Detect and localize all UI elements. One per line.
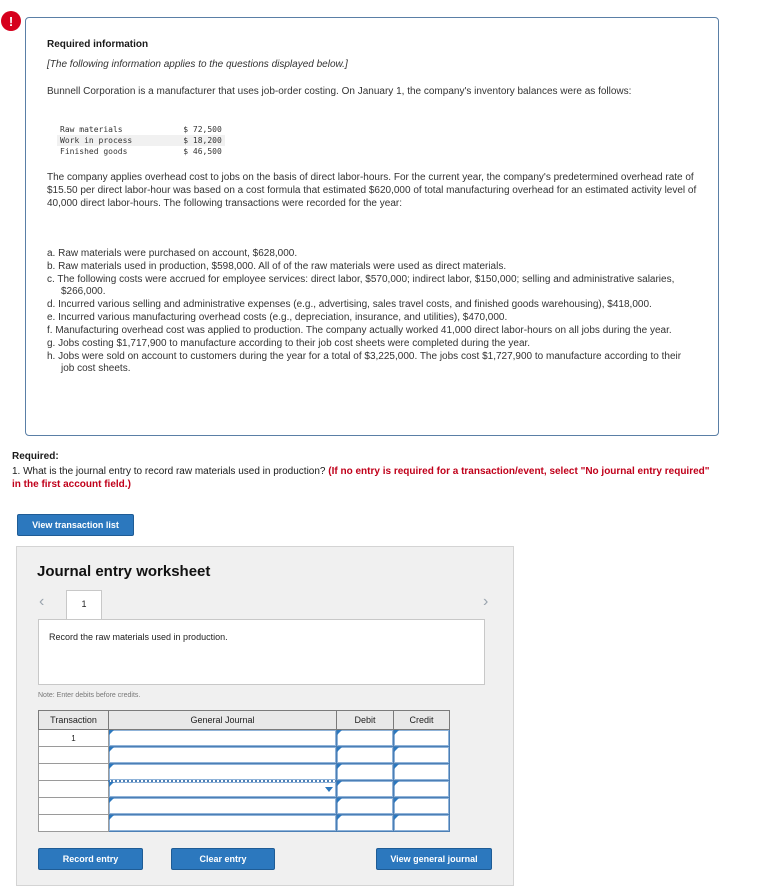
table-row (39, 747, 450, 764)
col-transaction: Transaction (39, 711, 109, 730)
list-item: a. Raw materials were purchased on account, $628,000. (47, 248, 298, 259)
prev-arrow-icon[interactable]: ‹ (39, 593, 45, 610)
transaction-cell: 1 (39, 730, 109, 747)
question-prompt: 1. What is the journal entry to record raw materials used in production? (12, 466, 326, 477)
col-debit: Debit (337, 711, 394, 730)
inventory-label: Finished goods (60, 147, 128, 156)
debit-input[interactable] (337, 730, 394, 747)
view-transaction-list-button[interactable]: View transaction list (17, 514, 134, 536)
inventory-amount: $ 18,200 (135, 135, 225, 146)
inventory-amount: $ 46,500 (183, 147, 222, 156)
inventory-label: Work in process (57, 135, 135, 146)
tab-entry-1[interactable]: 1 (66, 590, 102, 620)
record-entry-button[interactable]: Record entry (38, 848, 143, 870)
journal-entry-worksheet (16, 546, 514, 886)
debits-note: Note: Enter debits before credits. (38, 692, 141, 699)
list-item: d. Incurred various selling and administrative expenses (e.g., advertising, sales travel costs, and finished goods warehousing), $418,000. (47, 299, 652, 310)
debit-input[interactable] (337, 747, 394, 764)
view-general-journal-button[interactable]: View general journal (376, 848, 492, 870)
table-row (39, 730, 450, 747)
table-row (57, 124, 225, 135)
instruction-panel (38, 619, 485, 685)
table-row (39, 764, 450, 781)
credit-input[interactable] (394, 764, 450, 781)
list-item: b. Raw materials used in production, $598,000. All of of the raw materials were used as direct materials. (47, 261, 507, 272)
account-input[interactable] (109, 798, 337, 815)
col-general-journal: General Journal (109, 711, 337, 730)
chevron-down-icon[interactable] (325, 787, 333, 792)
info-title: Required information (47, 39, 149, 50)
credit-input[interactable] (394, 730, 450, 747)
transaction-cell (39, 747, 109, 764)
question-text (12, 465, 712, 491)
required-heading: Required: (12, 451, 59, 462)
next-arrow-icon[interactable]: › (483, 593, 489, 610)
list-item: e. Incurred various manufacturing overhead costs (e.g., depreciation, insurance, and utilities), $470,000. (47, 312, 508, 323)
list-item: h. Jobs were sold on account to customers during the year for a total of $3,225,000. The jobs cost $1,727,900 to manufacture according to their job cost sheets. (47, 351, 682, 374)
worksheet-title: Journal entry worksheet (37, 563, 211, 580)
info-note: [The following information applies to the questions displayed below.] (47, 59, 348, 70)
account-input[interactable] (109, 730, 337, 747)
list-item: f. Manufacturing overhead cost was applied to production. The company actually worked 41,000 direct labor-hours on all jobs during the year. (47, 325, 672, 336)
inventory-balances-table (57, 124, 225, 157)
inventory-amount: $ 72,500 (183, 125, 222, 134)
debit-input[interactable] (337, 764, 394, 781)
transaction-cell (39, 781, 109, 798)
info-intro: Bunnell Corporation is a manufacturer that uses job-order costing. On January 1, the company's inventory balances were as follows: (47, 86, 632, 97)
list-item: c. The following costs were accrued for employee services: direct labor, $570,000; indirect labor, $150,000; selling and administrative salaries, $266,000. (47, 274, 675, 297)
debit-input[interactable] (337, 781, 394, 798)
inventory-label: Raw materials (60, 125, 123, 134)
transaction-cell (39, 764, 109, 781)
account-input[interactable] (109, 815, 337, 832)
table-row (39, 781, 450, 798)
transaction-cell (39, 798, 109, 815)
debit-input[interactable] (337, 798, 394, 815)
table-row (57, 146, 225, 157)
credit-input[interactable] (394, 798, 450, 815)
account-select[interactable] (109, 781, 337, 798)
list-item: g. Jobs costing $1,717,900 to manufacture according to their job cost sheets were completed during the year. (47, 338, 531, 349)
debit-input[interactable] (337, 815, 394, 832)
table-row (39, 798, 450, 815)
clear-entry-button[interactable]: Clear entry (171, 848, 275, 870)
alert-icon: ! (1, 11, 21, 31)
credit-input[interactable] (394, 815, 450, 832)
account-input[interactable] (109, 764, 337, 781)
table-row (57, 135, 225, 146)
instruction-text: Record the raw materials used in production. (49, 632, 228, 642)
transaction-cell (39, 815, 109, 832)
transaction-list (47, 248, 697, 376)
journal-table (38, 710, 450, 832)
table-row (39, 815, 450, 832)
question-hint: (If no entry is required for a transaction/event, select "No journal entry required" in the first account field.) (12, 466, 710, 490)
col-credit: Credit (394, 711, 450, 730)
required-information-panel (25, 17, 719, 436)
account-input[interactable] (109, 747, 337, 764)
table-header-row (39, 711, 450, 730)
overhead-paragraph: The company applies overhead cost to jobs on the basis of direct labor-hours. For the current year, the company's predetermined overhead rate of $15.50 per direct labor-hour was based on a cost formula that estimated $620,000 of total manufacturing overhead for an estimated activity level of 40,000 direct labor-hours. The following transactions were recorded for the year: (47, 172, 697, 209)
credit-input[interactable] (394, 781, 450, 798)
credit-input[interactable] (394, 747, 450, 764)
